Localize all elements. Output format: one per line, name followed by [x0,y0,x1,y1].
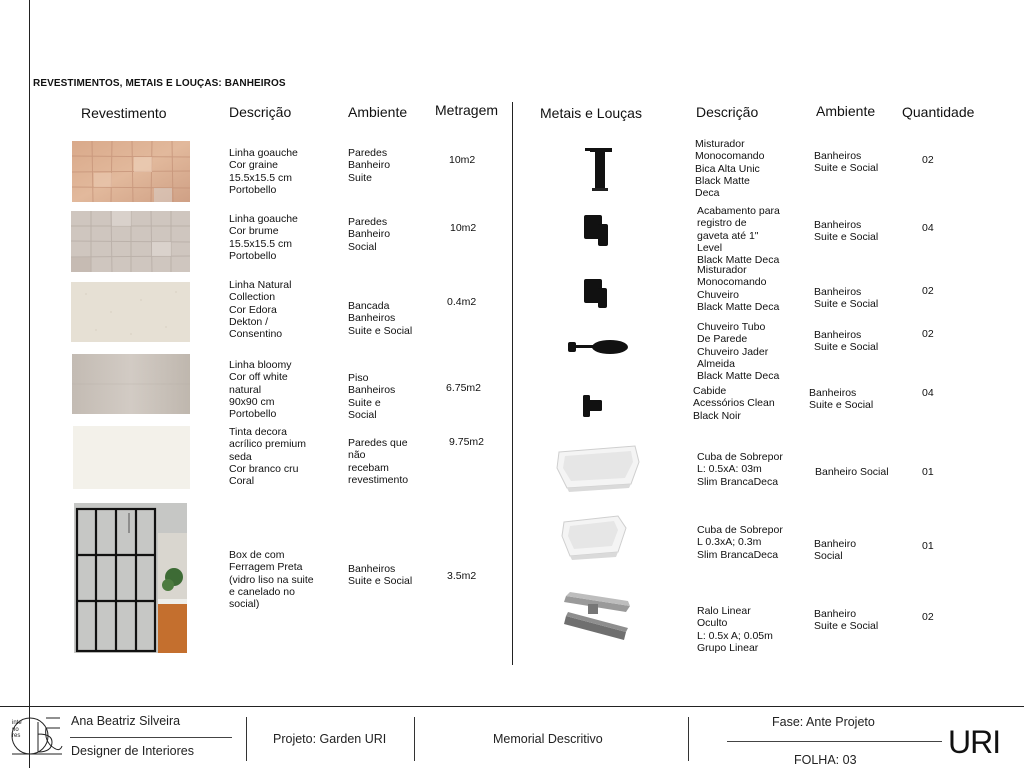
env-right-6: Banheiro Social [815,466,889,478]
valve-finish-icon [580,212,610,248]
logo-lettering: inte rio res [12,720,22,739]
shower-mixer-icon [580,276,610,312]
header-ambiente-left: Ambiente [348,104,408,120]
qty-left-5: 9.75m2 [449,436,485,448]
qty-left-6: 3.5m2 [447,570,477,582]
document-name: Memorial Descritivo [493,732,603,746]
desc-left-6: Box de com Ferragem Preta (vidro liso na suite e canelado no social) [229,549,314,611]
shower-box-photo [74,503,187,653]
hook-icon [580,392,610,422]
env-left-5: Paredes que não recebam revestimento [348,437,409,486]
desc-right-8: Ralo Linear Oculto L: 0.5x A; 0.05m Grupo Linear [697,605,773,654]
faucet-icon [582,142,618,192]
desc-left-3: Linha Natural Collection Cor Edora Dekton / Consentino [229,279,292,341]
desc-right-1: Misturador Monocomando Bica Alta Unic Black Matte Deca [695,138,765,200]
env-right-4: Banheiros Suite e Social [814,329,879,354]
footer-phase-underline [727,741,942,742]
desc-right-5: Cabide Acessórios Clean Black Noir [693,385,775,422]
footer-sep-2 [414,717,415,761]
env-right-2: Banheiros Suite e Social [814,219,879,244]
env-left-4: Piso Banheiros Suite e Social [348,372,396,421]
qty-right-1: 02 [922,154,934,166]
footer-sep-3 [688,717,689,761]
project-phase: Fase: Ante Projeto [772,715,875,729]
footer-name-underline [70,737,232,738]
qty-right-2: 04 [922,222,934,234]
env-right-3: Banheiros Suite e Social [814,286,879,311]
header-metais-loucas: Metais e Louças [540,105,642,121]
desc-right-4: Chuveiro Tubo De Parede Chuveiro Jader Almeida Black Matte Deca [697,321,780,383]
desc-right-7: Cuba de Sobrepor L 0.3xA; 0.3m Slim BrancaDeca [697,524,783,561]
desc-left-2: Linha goauche Cor brume 15.5x15.5 cm Portobello [229,213,298,262]
qty-left-4: 6.75m2 [446,382,482,394]
desc-right-3: Misturador Monocomando Chuveiro Black Matte Deca [697,264,780,313]
qty-right-6: 01 [922,466,934,478]
env-right-8: Banheiro Suite e Social [814,608,879,633]
header-metragem: Metragem [435,102,499,118]
basin-small-icon [558,512,630,562]
brand-logo: URI [948,724,1001,760]
env-left-3: Bancada Banheiros Suite e Social [348,300,413,337]
qty-right-7: 01 [922,540,934,552]
qty-right-8: 02 [922,611,934,623]
qty-left-3: 0.4m2 [447,296,477,308]
column-divider [512,102,513,665]
desc-left-4: Linha bloomy Cor off white natural 90x90 cm Portobello [229,359,292,421]
env-left-1: Paredes Banheiro Suite [348,147,391,184]
sheet-number: FOLHA: 03 [794,753,857,767]
header-revestimento: Revestimento [81,105,167,121]
env-left-2: Paredes Banheiro Social [348,216,391,253]
footer-divider [0,706,1024,707]
env-right-1: Banheiros Suite e Social [814,150,879,175]
basin-large-icon [553,438,643,492]
desc-left-5: Tinta decora acrílico premium seda Cor branco cru Coral [229,426,307,488]
qty-right-5: 04 [922,387,934,399]
grey-tile-swatch [71,211,190,272]
env-right-7: Banheiro Social [814,538,857,563]
desc-right-2: Acabamento para registro de gaveta até 1" Level Black Matte Deca [697,205,780,267]
header-descricao-left: Descrição [229,104,292,120]
linear-drain-icon [560,586,636,648]
terracotta-tile-swatch [72,141,190,202]
env-left-6: Banheiros Suite e Social [348,563,413,588]
designer-role: Designer de Interiores [71,744,194,758]
project-name: Projeto: Garden URI [273,732,387,746]
offwhite-floor-swatch [72,354,190,414]
env-right-5: Banheiros Suite e Social [809,387,874,412]
designer-name: Ana Beatriz Silveira [71,714,181,728]
header-quantidade: Quantidade [902,104,975,120]
header-ambiente-right: Ambiente [816,103,876,119]
shower-head-icon [566,328,632,358]
qty-right-3: 02 [922,285,934,297]
desc-left-1: Linha goauche Cor graine 15.5x15.5 cm Portobello [229,147,298,196]
qty-left-2: 10m2 [450,222,477,234]
footer-sep-1 [246,717,247,761]
qty-right-4: 02 [922,328,934,340]
sheet-title: REVESTIMENTOS, METAIS E LOUÇAS: BANHEIROS [33,78,286,89]
qty-left-1: 10m2 [449,154,476,166]
margin-line [29,0,30,768]
white-paint-swatch [73,426,190,489]
beige-stone-swatch [71,282,190,342]
desc-right-6: Cuba de Sobrepor L: 0.5xA: 03m Slim BrancaDeca [697,451,783,488]
header-descricao-right: Descrição [696,104,759,120]
